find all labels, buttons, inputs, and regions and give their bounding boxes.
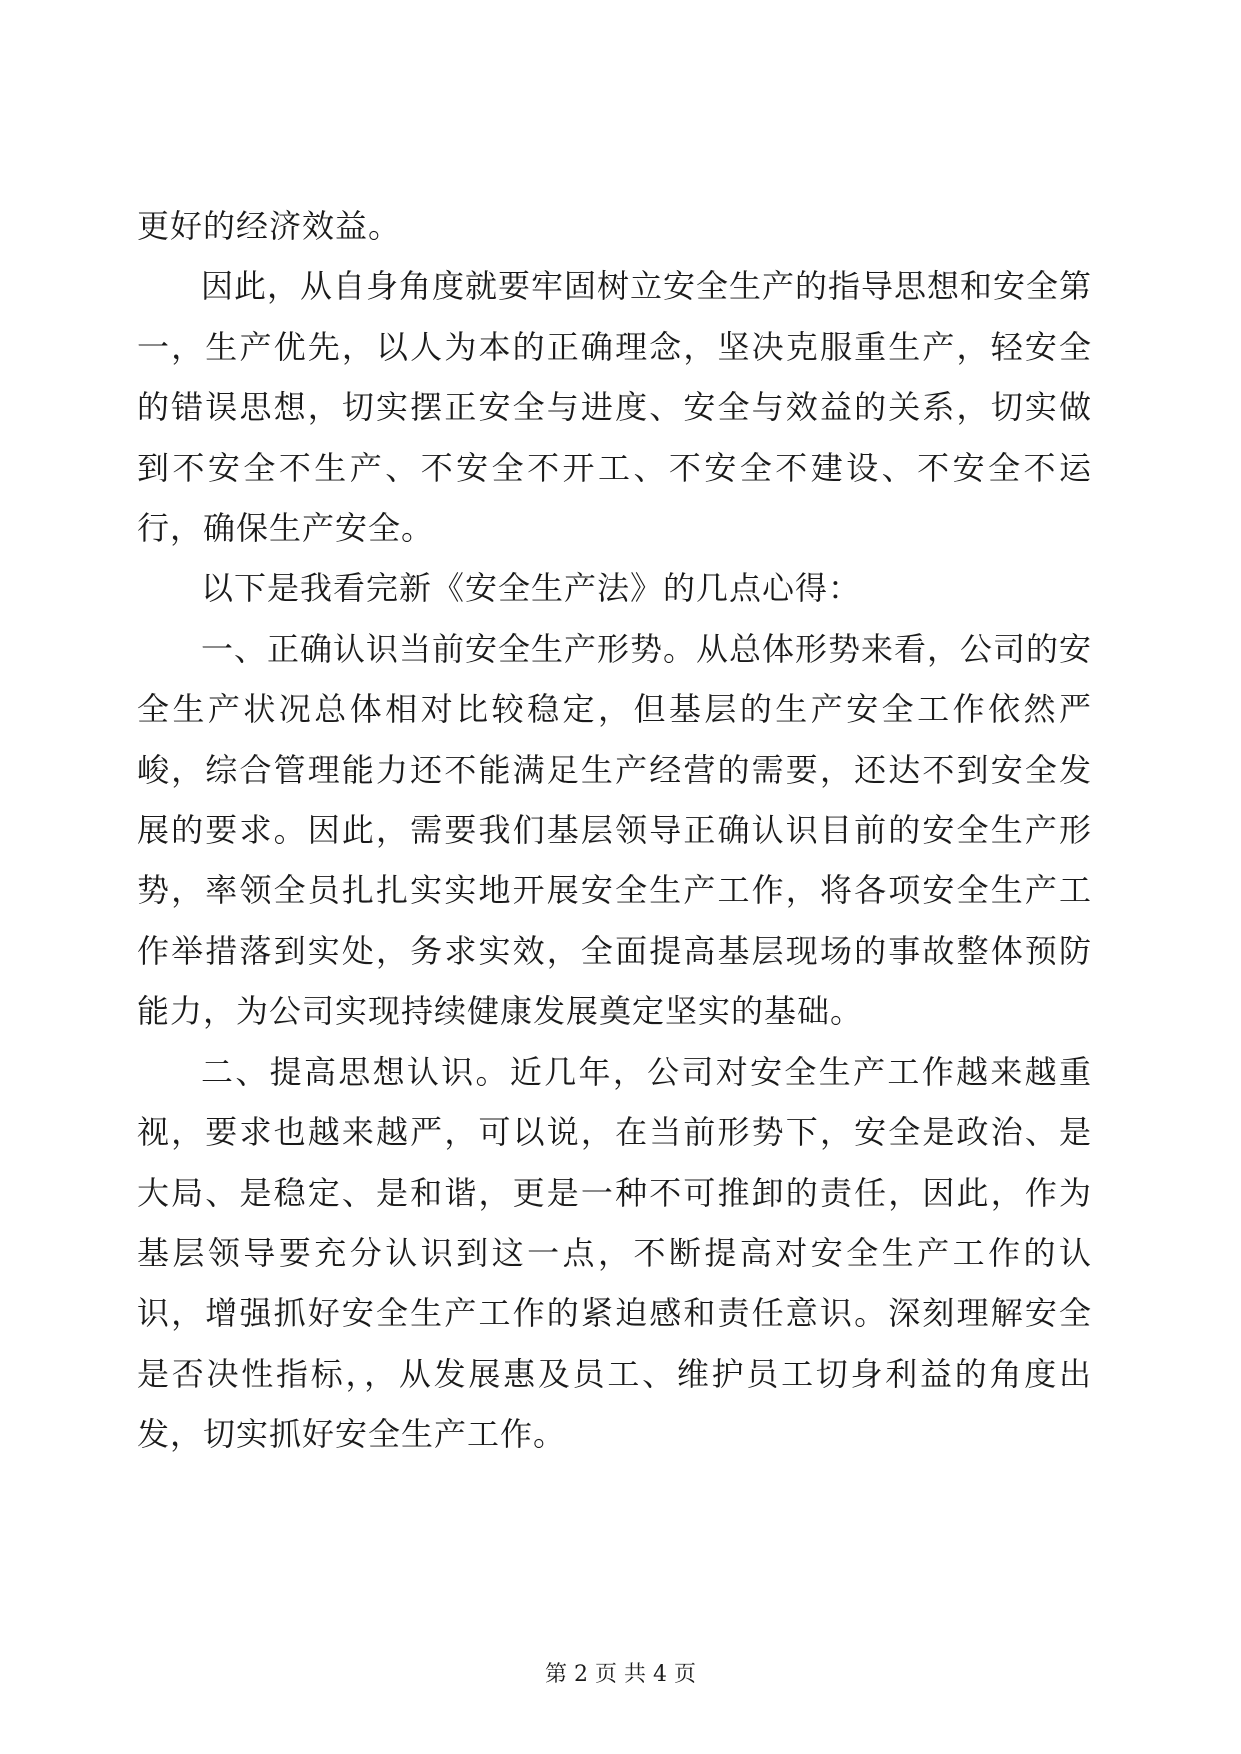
paragraph-point-one: 一、正确认识当前安全生产形势。从总体形势来看，公司的安全生产状况总体相对比较稳定，但基层的生产安全工作依然严峻，综合管理能力还不能满足生产经营的需要，还达不到安全发展的要求。因此，需要我们基层领导正确认识目前的安全生产形势，率领全员扎扎实实地开展安全生产工作，将各项安全生产工作举措落到实处，务求实效，全面提高基层现场的事故整体预防能力，为公司实现持续健康发展奠定坚实的基础。 (137, 629, 1093, 1031)
paragraph-continuation: 更好的经济效益。 (137, 207, 402, 245)
paragraph-point-two: 二、提高思想认识。近几年，公司对安全生产工作越来越重视，要求也越来越严，可以说，在当前形势下，安全是政治、是大局、是稳定、是和谐，更是一种不可推卸的责任，因此，作为基层领导要充分认识到这一点，不断提高对安全生产工作的认识，增强抓好安全生产工作的紧迫感和责任意识。深刻理解安全是否决性指标，，从发展惠及员工、维护员工切身利益的角度出发，切实抓好安全生产工作。 (137, 1052, 1092, 1454)
paragraph-lead-in: 以下是我看完新《安全生产法》的几点心得： (201, 569, 862, 608)
paragraph-intro: 因此，从自身角度就要牢固树立安全生产的指导思想和安全第一，生产优先，以人为本的正确理念，坚决克服重生产，轻安全的错误思想，切实摆正安全与进度、安全与效益的关系，切实做到不安全不生产、不安全不开工、不安全不建设、不安全不运行，确保生产安全。 (137, 267, 1093, 548)
page-number-footer: 第 2 页 共 4 页 (545, 1662, 696, 1687)
document-body (137, 196, 1092, 1465)
